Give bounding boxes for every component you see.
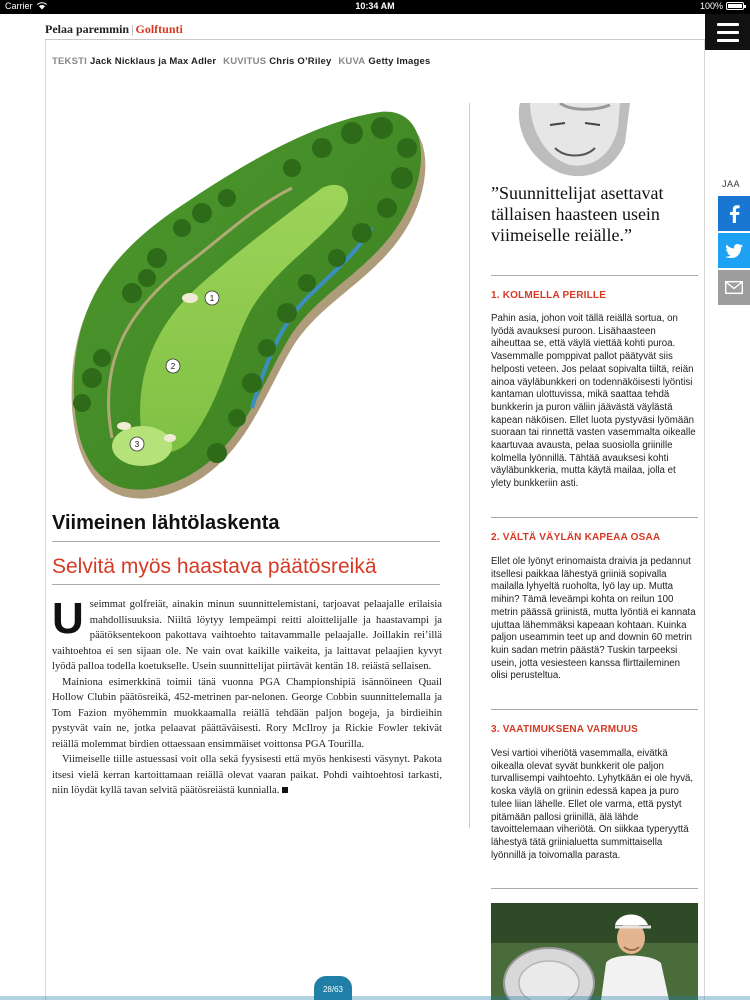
battery-icon xyxy=(726,2,744,10)
tip-heading: 3. VAATIMUKSENA VARMUUS xyxy=(491,724,639,735)
end-mark-icon xyxy=(282,787,288,793)
golfer-trophy-photo xyxy=(491,903,698,1000)
author-portrait xyxy=(500,103,630,181)
tip-divider xyxy=(491,888,698,889)
facebook-icon xyxy=(728,205,740,223)
hole-marker-label: 2 xyxy=(170,362,176,371)
share-facebook-button[interactable] xyxy=(718,196,750,231)
article-title: Viimeinen lähtölaskenta xyxy=(52,512,280,534)
share-label: JAA xyxy=(722,179,741,189)
subtitle-divider xyxy=(52,584,440,585)
twitter-icon xyxy=(725,244,743,258)
paragraph-text: Mainiona esimerkkinä toimii tänä vuonna PGA Championshipiä isännöineen Quail Hollow Clubin päätösreikä, 452-metrinen par-nelonen. George Cobbin suunnittelemalla ja Tom Fazion myöhemmin muokkaamalla reiällä tehdään paljon bogeja, ja birdieihin pystyvät vain ne, jotka pelaavat päättäväisesti. Rory McIlroy ja Rickie Fowler tekivät reiällä molemmat birdien ottaessaan ensimmäiset voittonsa PGA Tourilla. xyxy=(52,676,442,750)
paragraph xyxy=(52,675,442,753)
credit-illustration-label: KUVITUS xyxy=(223,56,267,67)
article-credits xyxy=(52,56,434,67)
paragraph xyxy=(52,752,442,799)
hamburger-icon-bar xyxy=(717,31,739,34)
page-indicator[interactable]: 28/63 xyxy=(314,976,352,1000)
title-divider xyxy=(52,541,440,542)
section-name: Golftunti xyxy=(135,22,183,36)
carrier-label: Carrier xyxy=(5,1,33,11)
hole-marker-label: 3 xyxy=(134,440,140,449)
credit-text-value: Jack Nicklaus ja Max Adler xyxy=(89,56,217,67)
credit-photo-value: Getty Images xyxy=(368,56,431,67)
magazine-header xyxy=(45,22,183,37)
battery-indicator xyxy=(700,1,744,11)
credit-text-label: TEKSTI xyxy=(52,56,87,67)
menu-button[interactable] xyxy=(705,14,750,50)
credit-photo-label: KUVA xyxy=(338,56,366,67)
magazine-name: Pelaa paremmin xyxy=(45,22,130,36)
tip-text: Pahin asia, johon voit tällä reiällä sortua, on lyödä avauksesi puroon. Lisähaasteen aiheuttaa se, että väylä viettää kohti puroa. Vasemmalle pomppivat pallot päätyvät siis helposti veteen. Jos pelaat sopivalta tiiltä, reiän ainoa väyläbunkkeri on todennäköisesti lyöntisi kantaman ulottuvissa, mikä saattaa tehdä bunkkerin ja puron väliin jäävästä väylästä kapean näköisen. Ellet luota pystyväsi lyömään suoraan tai rinnettä vasten vasemmalta oikealle kaartuvaa avausta, pelaa suosiolla griinille kolmella lyönnillä. Tähtää avauksesi kohti väyläbunkkeria, mutta käytä mailaa, jolla et ylety bunkkeriin asti. xyxy=(491,313,696,490)
battery-percent: 100% xyxy=(699,1,723,11)
paragraph xyxy=(52,594,442,675)
golf-hole-illustration xyxy=(52,108,442,508)
status-bar xyxy=(0,0,750,14)
hamburger-icon-bar xyxy=(717,39,739,42)
article-subtitle: Selvitä myös haastava päätösreikä xyxy=(52,555,377,578)
share-twitter-button[interactable] xyxy=(718,233,750,268)
tip-divider xyxy=(491,709,698,710)
credit-illustration-value: Chris O’Riley xyxy=(269,56,332,67)
paragraph-text: Viimeiselle tiille astuessasi voit olla sekä fyysisesti että myös henkisesti väsynyt. Pakota itsesi vielä kerran kartoittamaan reiällä olevat vaaran paikat. Pohdi vaihtoehtosi tarkasti, niin löydät kyllä tavan selvitä päätösreiästä kunnialla. xyxy=(52,754,442,796)
hamburger-icon-bar xyxy=(717,23,739,26)
hole-marker-label: 1 xyxy=(209,294,215,303)
tip-text: Ellet ole lyönyt erinomaista draivia ja pedannut itsellesi paikkaa lähestyä griiniä sopivalla mailalla lyhyeltä ruoholta, lyö lay up. Mutta mihin? Tämä leveämpi kohta on reilun 100 metrin päässä griinistä, mutta lyöntiä ei kannata ujuttaa lähemmäksi kapeaan kohtaan. Kuinka paljon useammin teet up and downin 60 metrin kuin sadan metrin päästä? Tuskin tarpeeksi usein, jotta vesiesteen kanssa flirttaileminen olisi perusteltua. xyxy=(491,556,696,682)
mail-icon xyxy=(725,281,743,294)
drop-cap: U xyxy=(52,594,84,643)
tip-heading: 1. KOLMELLA PERILLE xyxy=(491,290,607,301)
header-separator: | xyxy=(131,22,134,36)
article-body xyxy=(52,594,442,799)
tip-divider xyxy=(491,517,698,518)
pull-quote: ”Suunnittelijat asettavat tällaisen haasteen usein viimeiselle reiälle.” xyxy=(491,183,664,245)
tip-heading: 2. VÄLTÄ VÄYLÄN KAPEAA OSAA xyxy=(491,532,661,543)
share-email-button[interactable] xyxy=(718,270,750,305)
tip-text: Vesi vartioi viheriötä vasemmalla, eivätkä oikealla olevat syvät bunkkerit ole paljon turvallisempi vaihtoehto. Lyhytkään ei ole hyvä, koska väylä on griinin edessä kapea ja puro tulee liian lähelle. Ellet ole varma, että pystyt pitämään pallosi griinillä, älä lähde tavoittelemaan viheriötä. On siikkaa typeryyttä lähestyä tätä griinialuetta summittaisella lyönnillä ja toivomalla parasta. xyxy=(491,748,694,861)
status-time: 10:34 AM xyxy=(355,1,395,11)
tip-divider xyxy=(491,275,698,276)
column-divider xyxy=(469,103,470,828)
page-progress-track[interactable] xyxy=(0,996,750,1000)
paragraph-text: seimmat golfreiät, ainakin minun suunnittelemistani, tarjoavat pelaajalle erilaisia mahdollisuuksia. Niiltä löytyy lempeämpi reitti aloittelijalle ja haastavampi ja päätöksentekoon pakottava vaihtoehto taitavammalle pelaajalle. Joillakin rei’illä vaihtoehtoa ei sen sijaan ole. Ne vain ovat kaikille vaikeita, ja laittavat pelaajien kyvyt lyödä palloa todella koetukselle. Usein suunnittelijat piirtävät kentän 18. reiästä sellaisen. xyxy=(52,599,442,672)
